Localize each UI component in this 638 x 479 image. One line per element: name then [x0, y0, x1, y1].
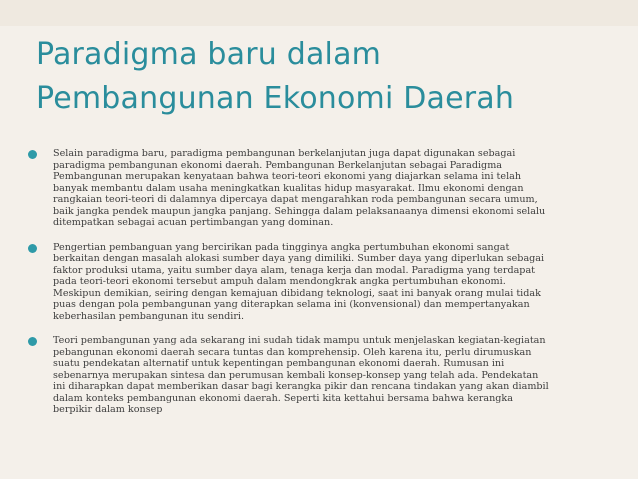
- bullet-2-line-6: puas dengan pola pembangunan yang diterapkan selama ini (konvensional) dan mempertanyakan: [53, 299, 530, 310]
- slide-title-line-2: Pembangunan Ekonomi Daerah: [36, 81, 515, 116]
- bullet-item-1: [28, 148, 600, 229]
- bullet-1-line-6: baik jangka pendek maupun jangka panjang. Sehingga dalam pelaksanaanya dimensi ekonomi selalu: [53, 205, 546, 217]
- bullet-1-line-4: banyak membantu dalam usaha meningkatkan kualitas hidup masyarakat. Ilmu ekonomi dengan: [53, 182, 524, 194]
- bullet-2-line-5: Meskipun demikian, seiring dengan kemajuan dibidang teknologi, saat ini banyak orang mulai tidak: [53, 287, 541, 299]
- top-band: [0, 0, 638, 26]
- bullet-dot-icon: [28, 337, 37, 346]
- bullet-3-line-3: suatu pendekatan alternatif untuk kepentingan pembangunan ekonomi daerah. Rumusan ini: [53, 358, 505, 369]
- bullet-3-line-1: Teori pembangunan yang ada sekarang ini sudah tidak mampu untuk menjelaskan kegiatan-kegiatan: [53, 335, 546, 346]
- bullet-dot-icon: [28, 150, 37, 159]
- bullet-3-line-4: sebenarnya merupakan sintesa dan perumusan kembali konsep-konsep yang telah ada. Pendekatan: [53, 369, 539, 381]
- bullet-1-line-5: rangkaian teori-teori di dalamnya dipercaya dapat mengarahkan roda pembangunan secara umum,: [53, 194, 538, 205]
- bullet-2-line-4: pada teori-teori ekonomi tersebut ampuh dalam mendongkrak angka pertumbuhan ekonomi.: [53, 276, 506, 287]
- bullet-3-line-2: pebangunan ekonomi daerah secara tuntas dan komprehensip. Oleh karena itu, perlu dirumuskan: [53, 346, 532, 358]
- bullet-2-line-3: faktor produksi utama, yaitu sumber daya alam, tenaga kerja dan modal. Paradigma yang terdapat: [53, 264, 536, 276]
- slide-title-line-1: Paradigma baru dalam: [36, 37, 382, 72]
- bullet-item-3: [28, 335, 600, 416]
- slide-title: [36, 33, 626, 121]
- bullet-list: [28, 148, 600, 416]
- bullet-1-line-3: Pembangunan merupakan kenyataan bahwa teori-teori ekonomi yang diajarkan selama ini telah: [53, 171, 522, 182]
- bullet-2-line-2: berkaitan dengan masalah alokasi sumber daya yang dimiliki. Sumber daya yang diperlukan sebagai: [53, 253, 545, 264]
- bullet-1-line-2: paradigma pembangunan ekonomi daerah. Pembangunan Berkelanjutan sebagai Paradigma: [53, 159, 503, 171]
- bullet-dot-icon: [28, 244, 37, 253]
- bullet-3-line-5: ini diharapkan dapat memberikan dasar bagi kerangka pikir dan rencana tindakan yang akan diambil: [53, 381, 549, 392]
- bullet-1-line-7: ditempatkan sebagai acuan pertimbangan yang dominan.: [53, 217, 334, 228]
- bullet-1-line-1: Selain paradigma baru, paradigma pembangunan berkelanjutan juga dapat digunakan sebagai: [53, 148, 516, 159]
- bullet-3-line-7: berpikir dalam konsep: [53, 404, 163, 415]
- bullet-item-2: [28, 242, 600, 323]
- bullet-2-line-1: Pengertian pembanguan yang bercirikan pada tingginya angka pertumbuhan ekonomi sangat: [53, 241, 510, 253]
- bullet-2-line-7: keberhasilan pembangunan itu sendiri.: [53, 310, 245, 322]
- bullet-text-3: [53, 335, 600, 416]
- bullet-3-line-6: dalam konteks pembangunan ekonomi daerah. Seperti kita kettahui bersama bahwa kerangka: [53, 392, 513, 404]
- bullet-text-1: [53, 148, 600, 229]
- bullet-text-2: [53, 242, 600, 323]
